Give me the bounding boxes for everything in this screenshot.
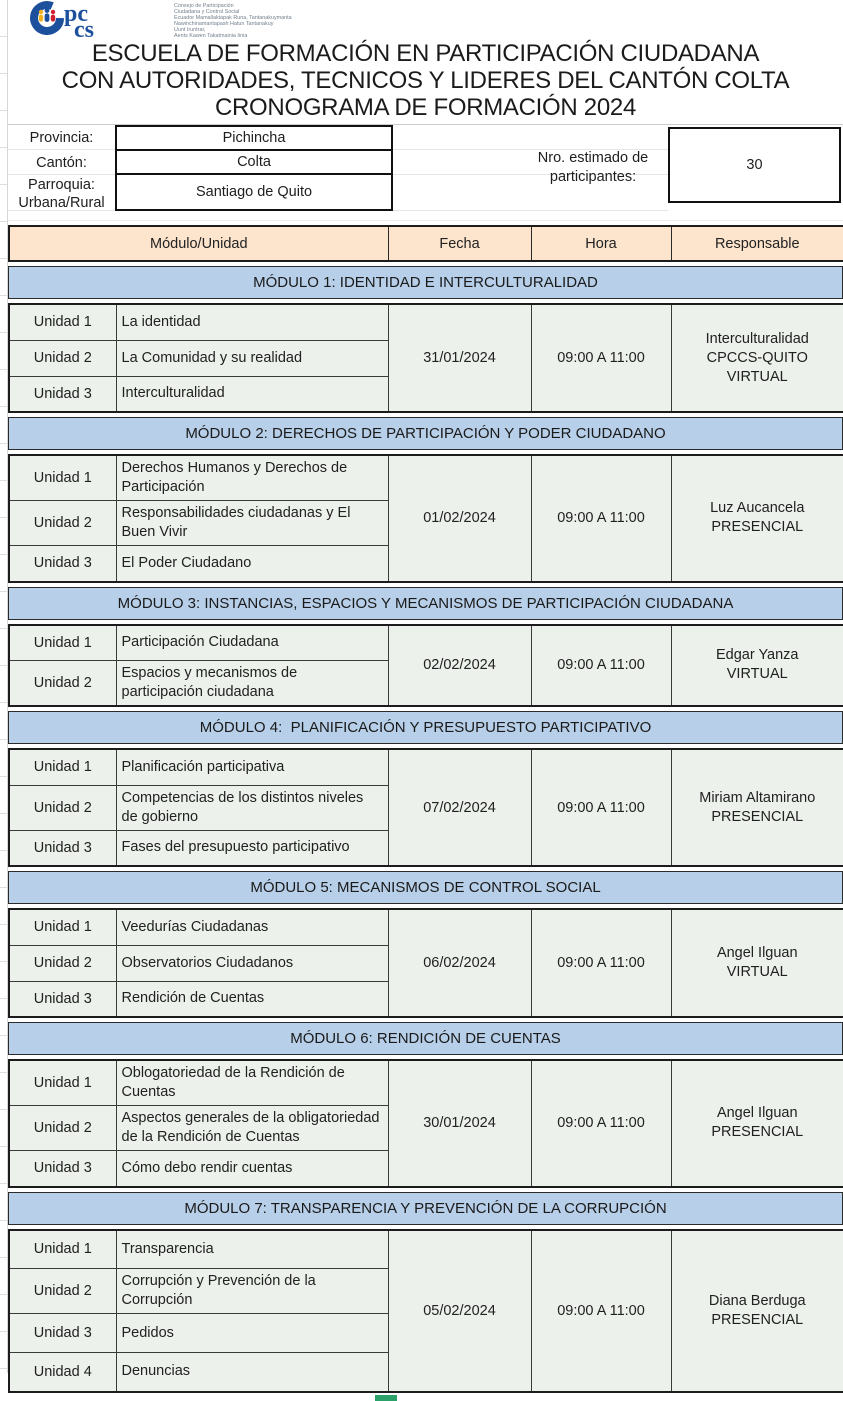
header-hora: Hora: [531, 226, 671, 261]
unit-label-cell: Unidad 2: [9, 661, 116, 707]
responsable-line: PRESENCIAL: [711, 519, 804, 536]
unit-label-cell: Unidad 2: [9, 340, 116, 376]
document-title: [8, 38, 843, 125]
responsable-line: Diana Berduga: [708, 1292, 806, 1309]
unit-topic-cell: La identidad: [116, 304, 388, 340]
unit-row: [9, 304, 843, 340]
responsable-line: VIRTUAL: [726, 666, 788, 683]
responsable-cell: [671, 455, 843, 582]
title-line-3: CRONOGRAMA DE FORMACIÓN 2024: [214, 94, 636, 121]
responsable-line: CPCCS-QUITO: [706, 349, 808, 366]
module-title: MÓDULO 6: RENDICIÓN DE CUENTAS: [290, 1030, 561, 1047]
unit-topic-cell: Veedurías Ciudadanas: [116, 909, 388, 945]
responsable-cell: [671, 749, 843, 866]
unit-label-cell: Unidad 1: [9, 1230, 116, 1269]
logo-text-line: Uunt Iruntrar,: [174, 27, 206, 33]
unit-label-cell: Unidad 4: [9, 1353, 116, 1392]
parroquia-label-line2: Urbana/Rural: [18, 195, 105, 211]
header-modulo-unidad: Módulo/Unidad: [9, 226, 388, 261]
responsable-line: Edgar Yanza: [716, 647, 799, 664]
hora-cell: 09:00 A 11:00: [531, 1230, 671, 1392]
unit-topic-cell: Aspectos generales de la obligatoriedad de la Rendición de Cuentas: [116, 1106, 388, 1151]
responsable-line: Miriam Altamirano: [699, 789, 816, 806]
responsable-line: PRESENCIAL: [711, 1311, 804, 1328]
responsable-line: VIRTUAL: [726, 368, 788, 385]
logo-text-line: Consejo de Participación: [174, 3, 234, 9]
unit-row: [9, 1230, 843, 1269]
canton-value: Colta: [115, 149, 393, 175]
unit-topic-cell: Fases del presupuesto participativo: [116, 830, 388, 866]
unit-topic-cell: Derechos Humanos y Derechos de Participación: [116, 455, 388, 501]
responsable-line: VIRTUAL: [726, 964, 788, 980]
title-line-1: ESCUELA DE FORMACIÓN EN PARTICIPACIÓN CIUDADANA: [91, 40, 760, 67]
logo-row: [8, 0, 843, 38]
unit-topic-cell: Responsabilidades ciudadanas y El Buen Vivir: [116, 501, 388, 546]
unit-topic-cell: Pedidos: [116, 1314, 388, 1353]
unit-label-cell: Unidad 1: [9, 909, 116, 945]
hora-cell: 09:00 A 11:00: [531, 455, 671, 582]
module-7-units-table: [8, 1229, 843, 1393]
unit-topic-cell: Planificación participativa: [116, 749, 388, 785]
schedule-header-row: [8, 225, 843, 262]
module-5-header: [8, 871, 843, 904]
module-title: MÓDULO 2: DERECHOS DE PARTICIPACIÓN Y PODER CIUDADANO: [185, 425, 666, 442]
cpccs-logo-icon: [28, 0, 168, 38]
participantes-label: Nro. estimado de participantes:: [537, 150, 649, 185]
logo-mark-bottom: cs: [74, 17, 94, 38]
module-title: MÓDULO 4: PLANIFICACIÓN Y PRESUPUESTO PARTICIPATIVO: [199, 719, 652, 736]
logo-mark-top: pc: [64, 1, 88, 27]
provincia-value: Pichincha: [115, 125, 393, 151]
hora-cell: 09:00 A 11:00: [531, 304, 671, 412]
logo-text-line: Aents Kawen Takatmainia Iinia: [174, 33, 248, 39]
module-5-units-table: [8, 908, 843, 1018]
module-4-header: [8, 711, 843, 744]
fecha-cell: 07/02/2024: [388, 749, 531, 866]
responsable-line: Interculturalidad: [705, 330, 809, 347]
sheet-left-margin: [0, 0, 8, 1373]
module-2-units-table: [8, 454, 843, 583]
header-responsable: Responsable: [671, 226, 843, 261]
cpccs-logo: [28, 0, 292, 38]
fecha-cell: 05/02/2024: [388, 1230, 531, 1392]
unit-topic-cell: Corrupción y Prevención de la Corrupción: [116, 1269, 388, 1314]
unit-label-cell: Unidad 2: [9, 1269, 116, 1314]
fecha-cell: 06/02/2024: [388, 909, 531, 1017]
unit-topic-cell: Oblogatoriedad de la Rendición de Cuentas: [116, 1060, 388, 1106]
unit-topic-cell: Rendición de Cuentas: [116, 981, 388, 1017]
unit-row: [9, 455, 843, 501]
logo-text-line: Ecuador Mamallaktapak Runa, Tantanakuymanta: [174, 15, 292, 21]
unit-row: [9, 749, 843, 785]
unit-topic-cell: Espacios y mecanismos de participación ciudadana: [116, 661, 388, 707]
unit-topic-cell: Observatorios Ciudadanos: [116, 945, 388, 981]
module-title: MÓDULO 1: IDENTIDAD E INTERCULTURALIDAD: [253, 274, 598, 291]
spacer-row: [8, 211, 843, 221]
responsable-cell: [671, 625, 843, 707]
module-6-units-table: [8, 1059, 843, 1188]
sheet-selection-handle[interactable]: [375, 1395, 397, 1401]
canton-label: Cantón:: [36, 155, 87, 171]
unit-label-cell: Unidad 1: [9, 304, 116, 340]
responsable-line: Angel Ilguan: [716, 945, 798, 961]
module-7-header: [8, 1192, 843, 1225]
parroquia-label-line1: Parroquia:: [28, 177, 95, 193]
unit-label-cell: Unidad 2: [9, 785, 116, 830]
module-2-header: [8, 417, 843, 450]
unit-label-cell: Unidad 1: [9, 455, 116, 501]
unit-row: [9, 909, 843, 945]
responsable-line: PRESENCIAL: [711, 808, 804, 825]
unit-label-cell: Unidad 1: [9, 625, 116, 661]
unit-label-cell: Unidad 1: [9, 1060, 116, 1106]
unit-topic-cell: Competencias de los distintos niveles de gobierno: [116, 785, 388, 830]
responsable-cell: [671, 1230, 843, 1392]
unit-label-cell: Unidad 2: [9, 1106, 116, 1151]
people-icons: [39, 8, 55, 22]
fecha-cell: 02/02/2024: [388, 625, 531, 707]
module-4-units-table: [8, 748, 843, 867]
unit-topic-cell: Denuncias: [116, 1353, 388, 1392]
module-title: MÓDULO 3: INSTANCIAS, ESPACIOS Y MECANISMOS DE PARTICIPACIÓN CIUDADANA: [117, 594, 734, 612]
unit-label-cell: Unidad 3: [9, 981, 116, 1017]
module-3-units-table: [8, 624, 843, 708]
unit-topic-cell: La Comunidad y su realidad: [116, 340, 388, 376]
hora-cell: 09:00 A 11:00: [531, 625, 671, 707]
unit-topic-cell: Interculturalidad: [116, 376, 388, 412]
unit-topic-cell: Transparencia: [116, 1230, 388, 1269]
unit-topic-cell: Participación Ciudadana: [116, 625, 388, 661]
participantes-value: 30: [668, 127, 841, 203]
modules-container: [8, 266, 843, 1393]
unit-label-cell: Unidad 3: [9, 1151, 116, 1187]
module-1-units-table: [8, 303, 843, 413]
unit-row: [9, 625, 843, 661]
info-section: [8, 125, 843, 211]
hora-cell: 09:00 A 11:00: [531, 749, 671, 866]
module-6-header: [8, 1022, 843, 1055]
responsable-line: Luz Aucancela: [710, 500, 805, 517]
title-line-2: CON AUTORIDADES, TECNICOS Y LIDERES DEL CANTÓN COLTA: [61, 67, 790, 94]
unit-topic-cell: Cómo debo rendir cuentas: [116, 1151, 388, 1187]
responsable-cell: [671, 304, 843, 412]
unit-label-cell: Unidad 3: [9, 830, 116, 866]
unit-label-cell: Unidad 3: [9, 1314, 116, 1353]
fecha-cell: 30/01/2024: [388, 1060, 531, 1187]
unit-label-cell: Unidad 3: [9, 546, 116, 582]
unit-topic-cell: El Poder Ciudadano: [116, 546, 388, 582]
logo-text-line: Ciudadana y Control Social: [174, 9, 240, 15]
unit-label-cell: Unidad 2: [9, 501, 116, 546]
responsable-cell: [671, 909, 843, 1017]
responsable-cell: [671, 1060, 843, 1187]
hora-cell: 09:00 A 11:00: [531, 909, 671, 1017]
unit-row: [9, 1060, 843, 1106]
logo-text-block: [174, 0, 292, 39]
parroquia-value: Santiago de Quito: [115, 173, 393, 211]
module-title: MÓDULO 5: MECANISMOS DE CONTROL SOCIAL: [250, 879, 601, 896]
module-title: MÓDULO 7: TRANSPARENCIA Y PREVENCIÓN DE LA CORRUPCIÓN: [184, 1199, 667, 1217]
unit-label-cell: Unidad 3: [9, 376, 116, 412]
module-1-header: [8, 266, 843, 299]
hora-cell: 09:00 A 11:00: [531, 1060, 671, 1187]
unit-label-cell: Unidad 1: [9, 749, 116, 785]
parroquia-label: [8, 176, 115, 212]
module-3-header: [8, 587, 843, 620]
fecha-cell: 01/02/2024: [388, 455, 531, 582]
fecha-cell: 31/01/2024: [388, 304, 531, 412]
responsable-line: Angel Ilguan: [716, 1105, 798, 1122]
responsable-line: PRESENCIAL: [711, 1124, 804, 1141]
header-fecha: Fecha: [388, 226, 531, 261]
provincia-label: Provincia:: [29, 130, 94, 146]
logo-text-line: Nawinchinamantapash Hatun Tantanakuy: [174, 21, 274, 27]
unit-label-cell: Unidad 2: [9, 945, 116, 981]
